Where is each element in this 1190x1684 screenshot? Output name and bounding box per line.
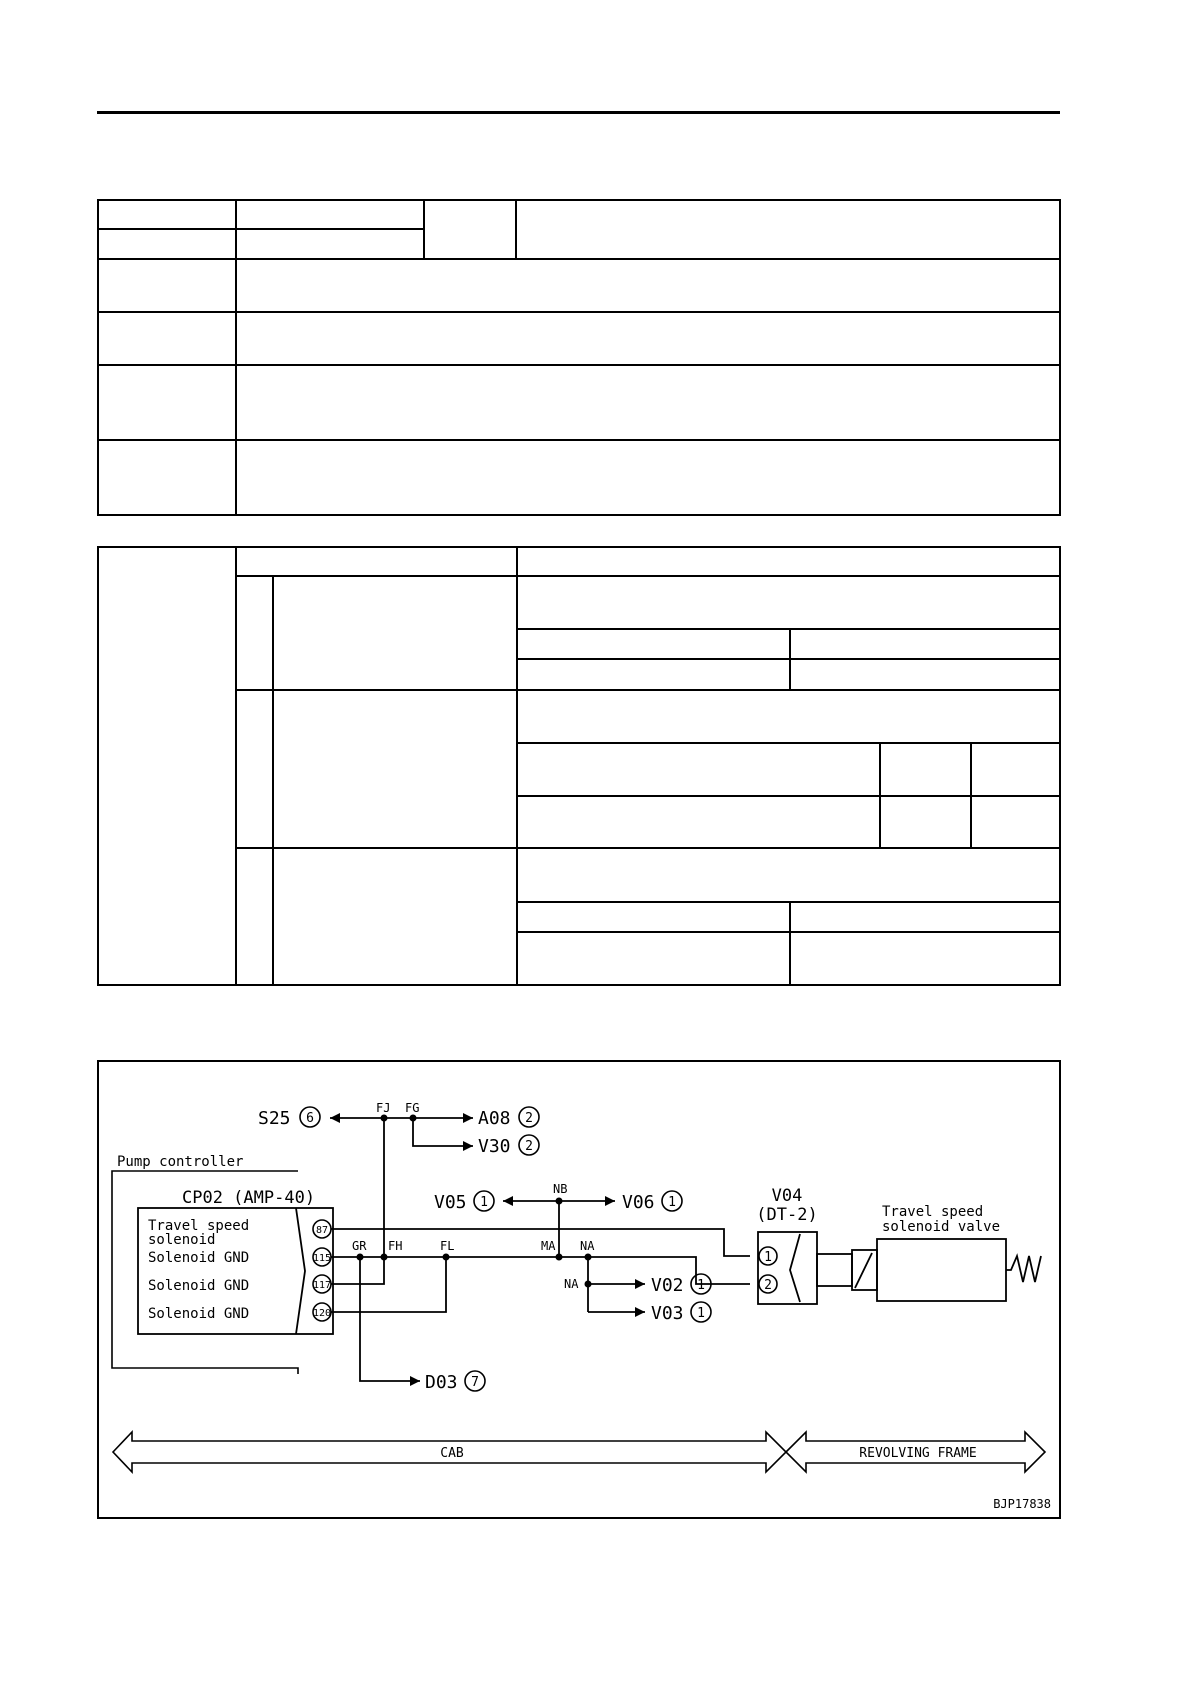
svg-text:V05: V05 [434, 1192, 467, 1213]
pin-87-label-1: Travel speed [148, 1218, 250, 1234]
svg-text:1: 1 [697, 1278, 705, 1293]
junction-gr: GR [352, 1239, 367, 1253]
zone-label-revolving-frame: REVOLVING FRAME [859, 1446, 977, 1461]
pin-87-label-2: solenoid [148, 1232, 216, 1248]
svg-text:2: 2 [764, 1278, 772, 1293]
controller-connector-key [296, 1208, 305, 1334]
svg-text:1: 1 [668, 1195, 676, 1210]
pin-115-label: Solenoid GND [148, 1250, 250, 1266]
svg-text:120: 120 [312, 1308, 332, 1319]
junction-na-1: NA [580, 1239, 595, 1253]
ref-v03 [651, 1302, 711, 1324]
svg-text:6: 6 [306, 1111, 314, 1126]
junction-na-2: NA [564, 1277, 579, 1291]
ref-a08 [478, 1107, 539, 1129]
junction-nb: NB [553, 1182, 568, 1196]
solenoid-valve-symbol [817, 1239, 1041, 1301]
solenoid-label-1: Travel speed [882, 1204, 984, 1220]
valve-connector-key [790, 1234, 800, 1302]
wire-v30 [413, 1118, 473, 1146]
valve-pin-1 [759, 1247, 777, 1265]
figure-id: BJP17838 [993, 1497, 1051, 1511]
junction-fh: FH [388, 1239, 403, 1253]
junction-fj: FJ [376, 1101, 391, 1115]
svg-text:S25: S25 [258, 1108, 291, 1129]
svg-text:117: 117 [312, 1280, 332, 1291]
ref-v02 [651, 1274, 711, 1296]
svg-text:V03: V03 [651, 1303, 684, 1324]
ref-v05 [434, 1191, 494, 1213]
pin-120-label: Solenoid GND [148, 1306, 250, 1322]
svg-text:V02: V02 [651, 1275, 684, 1296]
ref-v30 [478, 1135, 539, 1157]
svg-text:V06: V06 [622, 1192, 655, 1213]
ref-s25 [258, 1107, 320, 1129]
controller-pin-120 [313, 1303, 331, 1321]
valve-connector-label: V04 [771, 1186, 803, 1206]
svg-text:115: 115 [312, 1253, 332, 1264]
ref-v06 [622, 1191, 682, 1213]
controller-pin-115 [313, 1248, 331, 1266]
svg-text:2: 2 [525, 1139, 533, 1154]
pin-117-label: Solenoid GND [148, 1278, 250, 1294]
junction-fl: FL [440, 1239, 455, 1253]
svg-text:2: 2 [525, 1111, 533, 1126]
svg-text:1: 1 [764, 1250, 772, 1265]
junction-ma: MA [541, 1239, 556, 1253]
controller-pin-87 [313, 1220, 331, 1238]
junction-fg: FG [405, 1101, 420, 1115]
svg-text:7: 7 [471, 1375, 479, 1390]
zone-label-cab: CAB [440, 1446, 464, 1461]
svg-text:V30: V30 [478, 1136, 511, 1157]
wire-d03 [360, 1257, 420, 1381]
valve-pin-2 [759, 1275, 777, 1293]
svg-text:1: 1 [697, 1306, 705, 1321]
svg-text:A08: A08 [478, 1108, 511, 1129]
svg-text:1: 1 [480, 1195, 488, 1210]
svg-text:D03: D03 [425, 1372, 458, 1393]
solenoid-label-2: solenoid valve [882, 1219, 1001, 1235]
controller-connector-label: CP02 (AMP-40) [182, 1188, 316, 1208]
wire-gnd-main [331, 1257, 750, 1284]
pump-controller-label: Pump controller [117, 1154, 244, 1170]
svg-text:87: 87 [315, 1225, 329, 1236]
ref-d03 [425, 1371, 485, 1393]
controller-pin-117 [313, 1275, 331, 1293]
valve-connector-type: (DT-2) [756, 1205, 818, 1225]
